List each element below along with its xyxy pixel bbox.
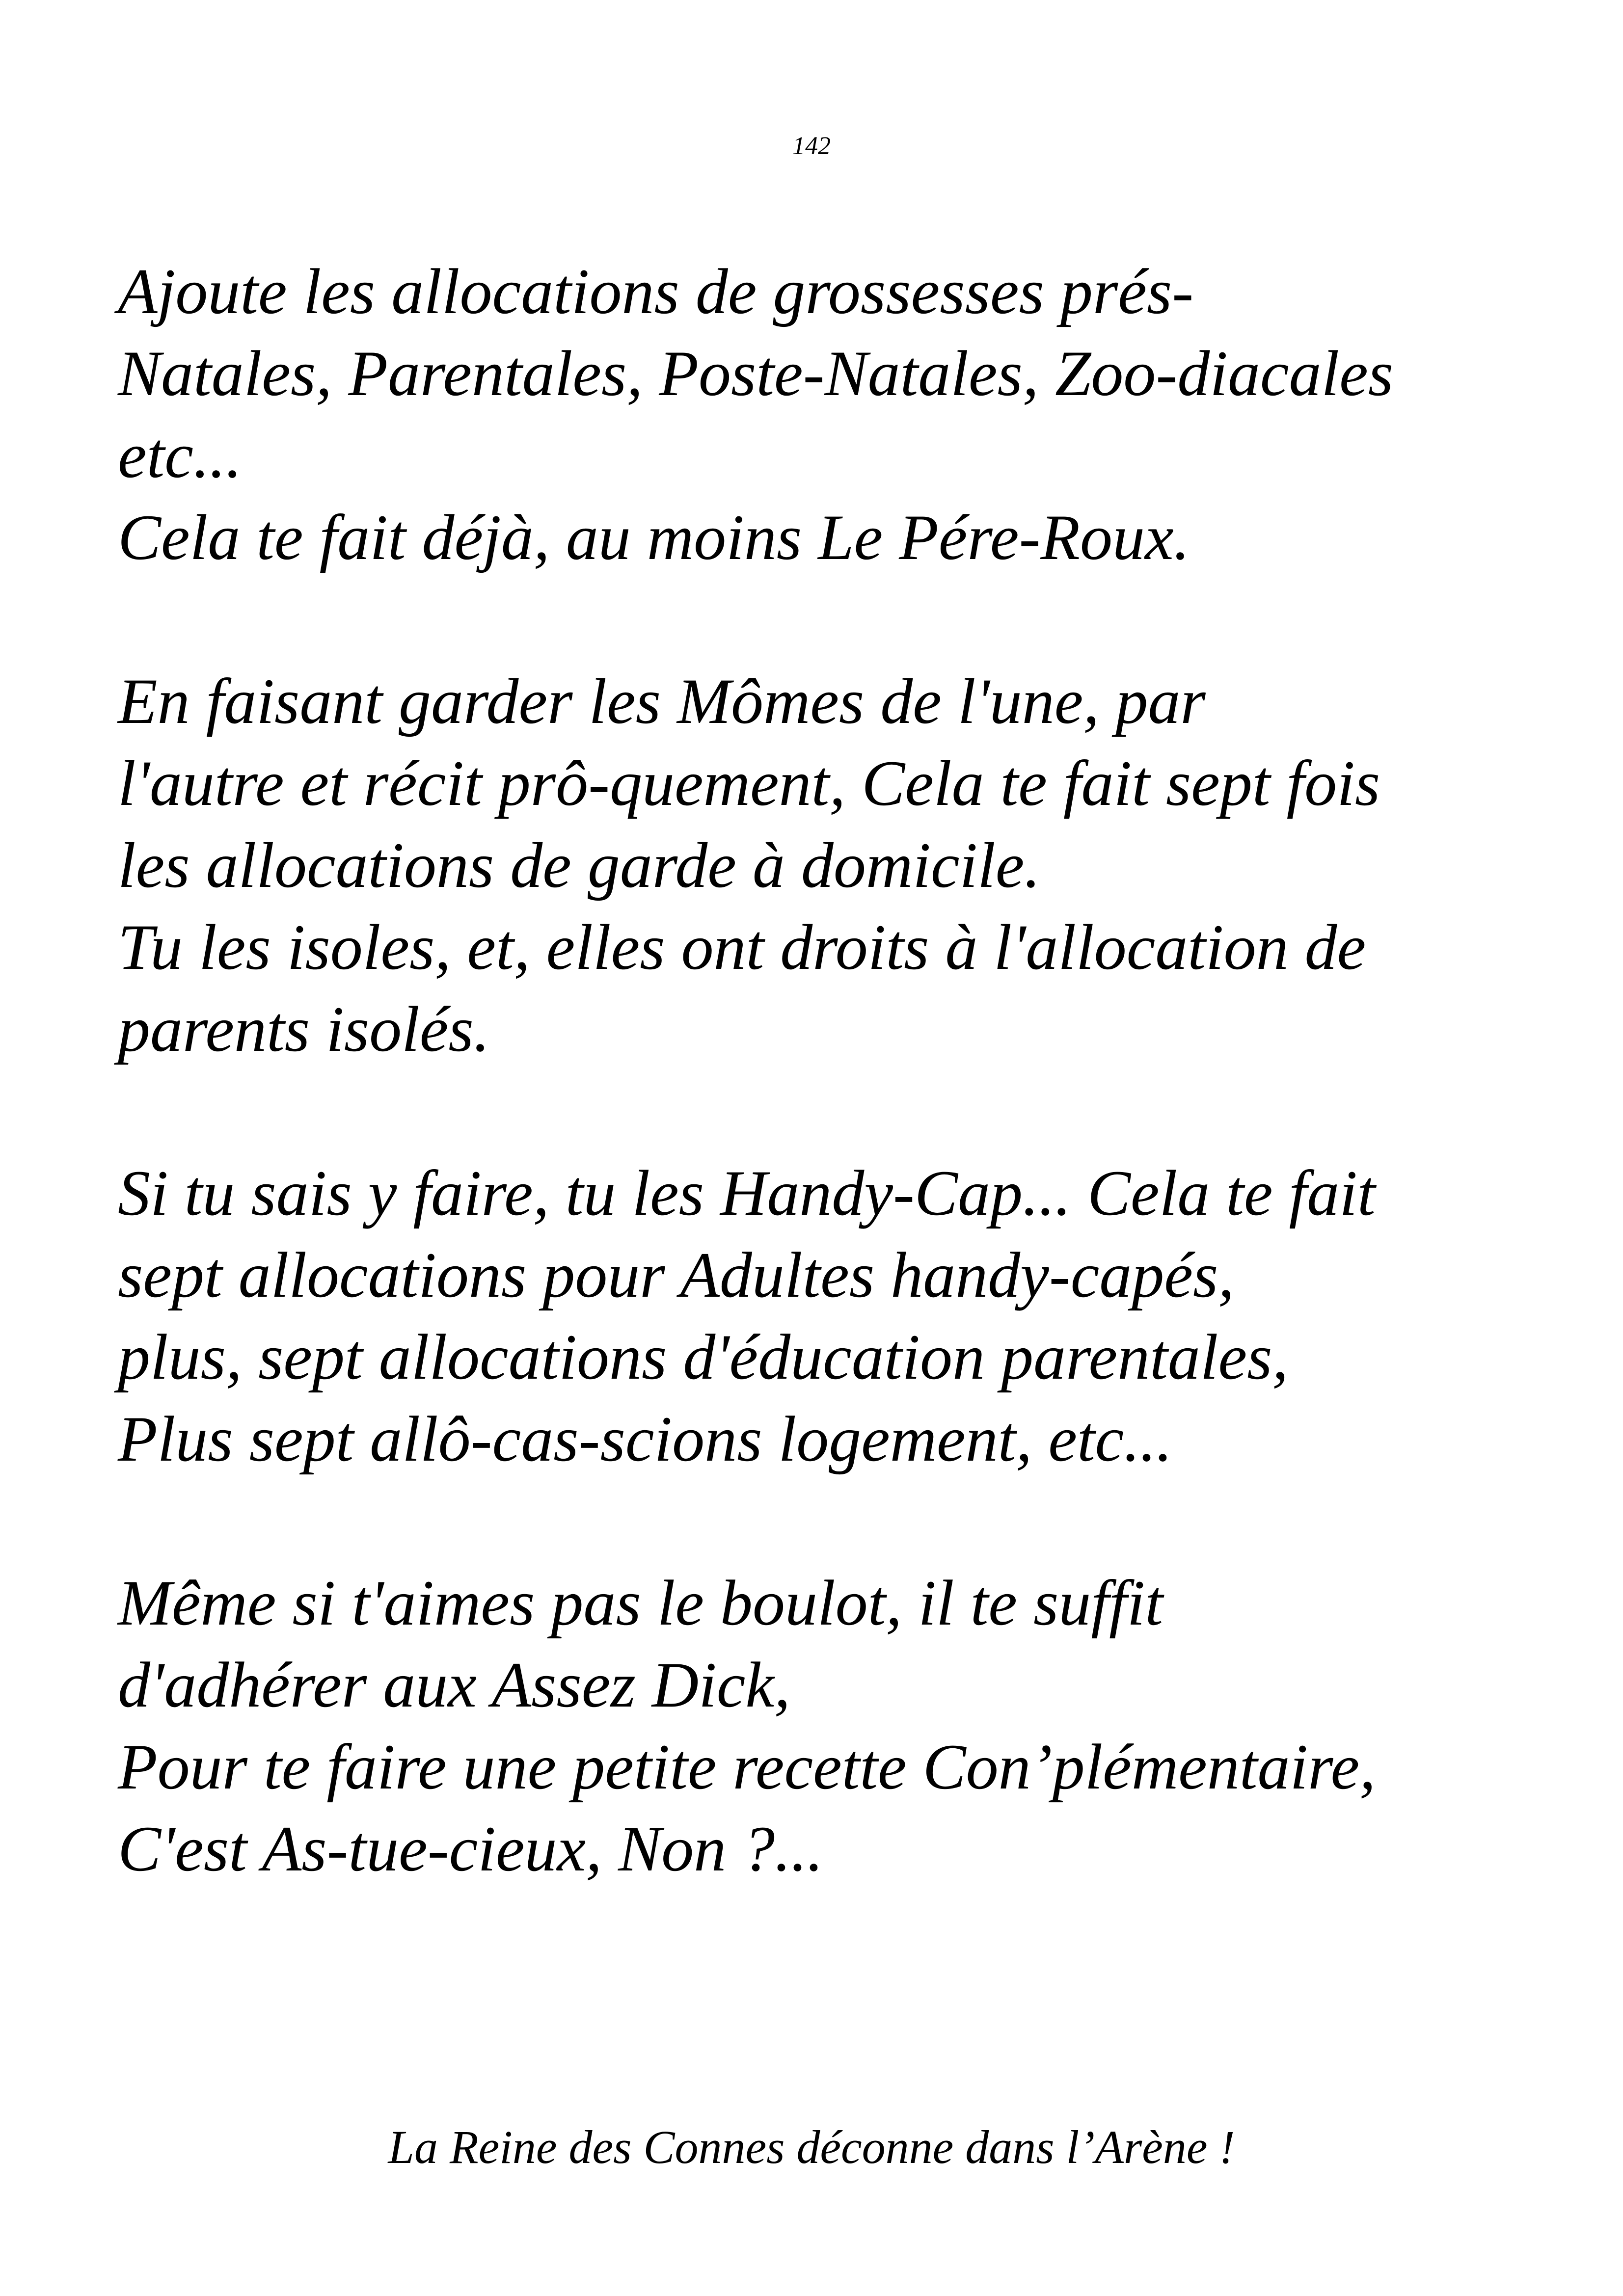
text-line: sept allocations pour Adultes handy-capés,: [118, 1239, 1235, 1311]
text-line: plus, sept allocations d'éducation parentales,: [118, 1321, 1289, 1393]
footer-title: La Reine des Connes déconne dans l’Arène !: [388, 2121, 1235, 2173]
text-line: etc...: [118, 419, 242, 491]
text-line: Plus sept allô-cas-scions logement, etc...: [118, 1403, 1173, 1475]
text-line: les allocations de garde à domicile.: [118, 829, 1041, 901]
text-line: Tu les isoles, et, elles ont droits à l'allocation de: [118, 911, 1366, 983]
text-line: Même si t'aimes pas le boulot, il te suffit: [118, 1567, 1163, 1639]
text-line: C'est As-tue-cieux, Non ?...: [118, 1813, 824, 1885]
text-line: Natales, Parentales, Poste-Natales, Zoo-diacales: [118, 337, 1394, 409]
stanza-4: [118, 1562, 1542, 1890]
text-line: d'adhérer aux Assez Dick,: [118, 1649, 790, 1721]
page-number: 142: [792, 132, 831, 160]
text-line: l'autre et récit prô-quement, Cela te fait sept fois: [118, 747, 1380, 819]
stanza-1: [118, 250, 1542, 578]
text-line: Cela te fait déjà, au moins Le Pére-Roux.: [118, 501, 1190, 573]
text-line: Si tu sais y faire, tu les Handy-Cap... Cela te fait: [118, 1157, 1376, 1229]
text-line: parents isolés.: [118, 993, 490, 1065]
text-line: En faisant garder les Mômes de l'une, par: [118, 665, 1206, 737]
poem-body: [118, 250, 1542, 1890]
text-line: Pour te faire une petite recette Con’plémentaire,: [118, 1731, 1376, 1803]
stanza-3: [118, 1152, 1542, 1480]
stanza-2: [118, 660, 1542, 1070]
text-line: Ajoute les allocations de grossesses prés-: [118, 255, 1194, 327]
